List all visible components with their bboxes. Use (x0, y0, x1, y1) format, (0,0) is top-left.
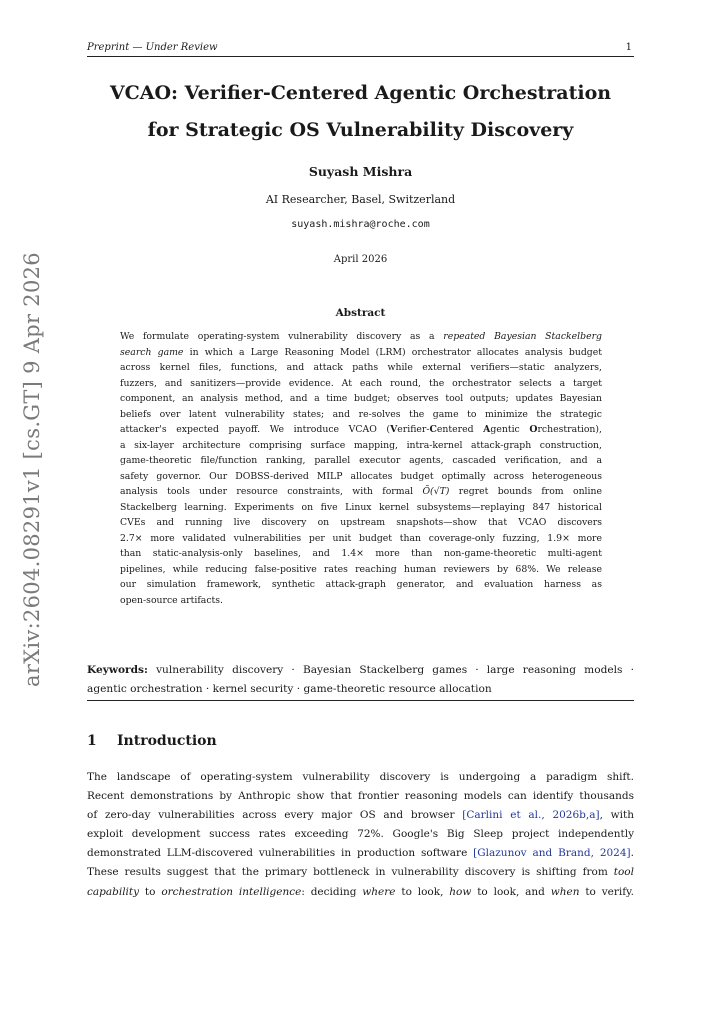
section-number: 1 (87, 733, 97, 749)
paper-date: April 2026 (333, 254, 388, 265)
abstract-line: analysis tools under resource constraints, with formal Õ(√T) regret bounds from online (120, 486, 602, 497)
regret-bound-formula: Õ(√T) (422, 486, 450, 497)
abstract-line: safety governor. Our DOBSS-derived MILP allocates budget optimally across heterogeneous (120, 470, 602, 482)
abstract-line: open-source artifacts. (120, 594, 223, 606)
intro-paragraph (87, 768, 634, 902)
abstract-line: component, an analysis method, and a time budget; observes tool outputs; updates Bayesian (120, 393, 602, 404)
intro-line: These results suggest that the primary bottleneck in vulnerability discovery is shifting from tool (87, 866, 634, 879)
paper-title-line-2: for Strategic OS Vulnerability Discovery (147, 119, 574, 141)
keywords-label: Keywords: (87, 664, 148, 676)
running-header (87, 42, 634, 57)
abstract-line: We formulate operating-system vulnerability discovery as a repeated Bayesian Stackelberg (120, 331, 602, 342)
abstract-line: game-theoretic file/function ranking, parallel executor agents, cascaded verification, and a (120, 455, 602, 466)
intro-line: demonstrated LLM-discovered vulnerabilities in production software [Glazunov and Brand, 2024]. (87, 847, 634, 860)
abstract-heading: Abstract (335, 307, 386, 319)
intro-line: capability to orchestration intelligence: deciding where to look, how to look, and when to verify. (87, 885, 634, 898)
abstract-line: Stackelberg learning. Experiments on five Linux kernel subsystems—replaying 847 historical (120, 501, 602, 513)
arxiv-identifier: arXiv:2604.08291v1 [cs.GT] 9 Apr 2026 (20, 252, 44, 687)
abstract-line: 2.7× more validated vulnerabilities per unit budget than coverage-only fuzzing, 1.9× more (120, 532, 602, 544)
keywords-divider (87, 700, 634, 701)
section-heading (87, 733, 217, 749)
author-affiliation: AI Researcher, Basel, Switzerland (265, 193, 456, 206)
abstract-line: beliefs over latent vulnerability states; and re-solves the game to minimize the strategic (120, 408, 602, 420)
author-name: Suyash Mishra (308, 164, 413, 179)
keywords-line: agentic orchestration · kernel security · game-theoretic resource allocation (87, 683, 492, 695)
intro-line: Recent demonstrations by Anthropic show that frontier reasoning models can identify thousands (87, 790, 634, 803)
citation-link[interactable]: [Glazunov and Brand, 2024] (473, 847, 631, 860)
abstract-line: attacker's expected payoff. We introduce VCAO (Verifier-Centered Agentic Orchestration), (120, 424, 602, 435)
intro-line: The landscape of operating-system vulnerability discovery is undergoing a paradigm shift. (87, 771, 634, 783)
page-number: 1 (625, 42, 632, 53)
abstract-line: CVEs and running live discovery on upstream snapshots—show that VCAO discovers (120, 517, 602, 528)
abstract-line: pipelines, while reducing false-positive rates reaching human reviewers by 68%. We release (120, 563, 602, 575)
keywords-line: Keywords: vulnerability discovery · Bayesian Stackelberg games · large reasoning models · (87, 664, 634, 676)
abstract-body (120, 329, 602, 608)
abstract-line: than static-analysis-only baselines, and 1.4× more than non-game-theoretic multi-agent (120, 548, 602, 559)
intro-line: exploit development success rates exceeding 72%. Google's Big Sleep project independently (87, 828, 634, 841)
abstract-line: our simulation framework, synthetic attack-graph generator, and evaluation harness as (120, 579, 602, 590)
abstract-line: search game in which a Large Reasoning Model (LRM) orchestrator allocates analysis budget (120, 346, 602, 358)
keywords-block (87, 661, 634, 699)
section-title: Introduction (117, 733, 217, 749)
citation-link[interactable]: [Carlini et al., 2026b,a] (462, 809, 600, 822)
paper-title-line-1: VCAO: Verifier-Centered Agentic Orchestration (109, 82, 612, 104)
abstract-line: a six-layer architecture comprising surface mapping, intra-kernel attack-graph construction, (120, 439, 602, 451)
abstract-line: fuzzers, and sanitizers—provide evidence. At each round, the orchestrator selects a target (120, 377, 602, 389)
author-email[interactable]: suyash.mishra@roche.com (291, 219, 430, 230)
running-title: Preprint — Under Review (87, 42, 218, 53)
abstract-line: across kernel files, functions, and attack paths while external verifiers—static analyzers, (120, 362, 602, 373)
intro-line: of zero-day vulnerabilities across every major OS and browser [Carlini et al., 2026b,a], with (87, 809, 634, 822)
